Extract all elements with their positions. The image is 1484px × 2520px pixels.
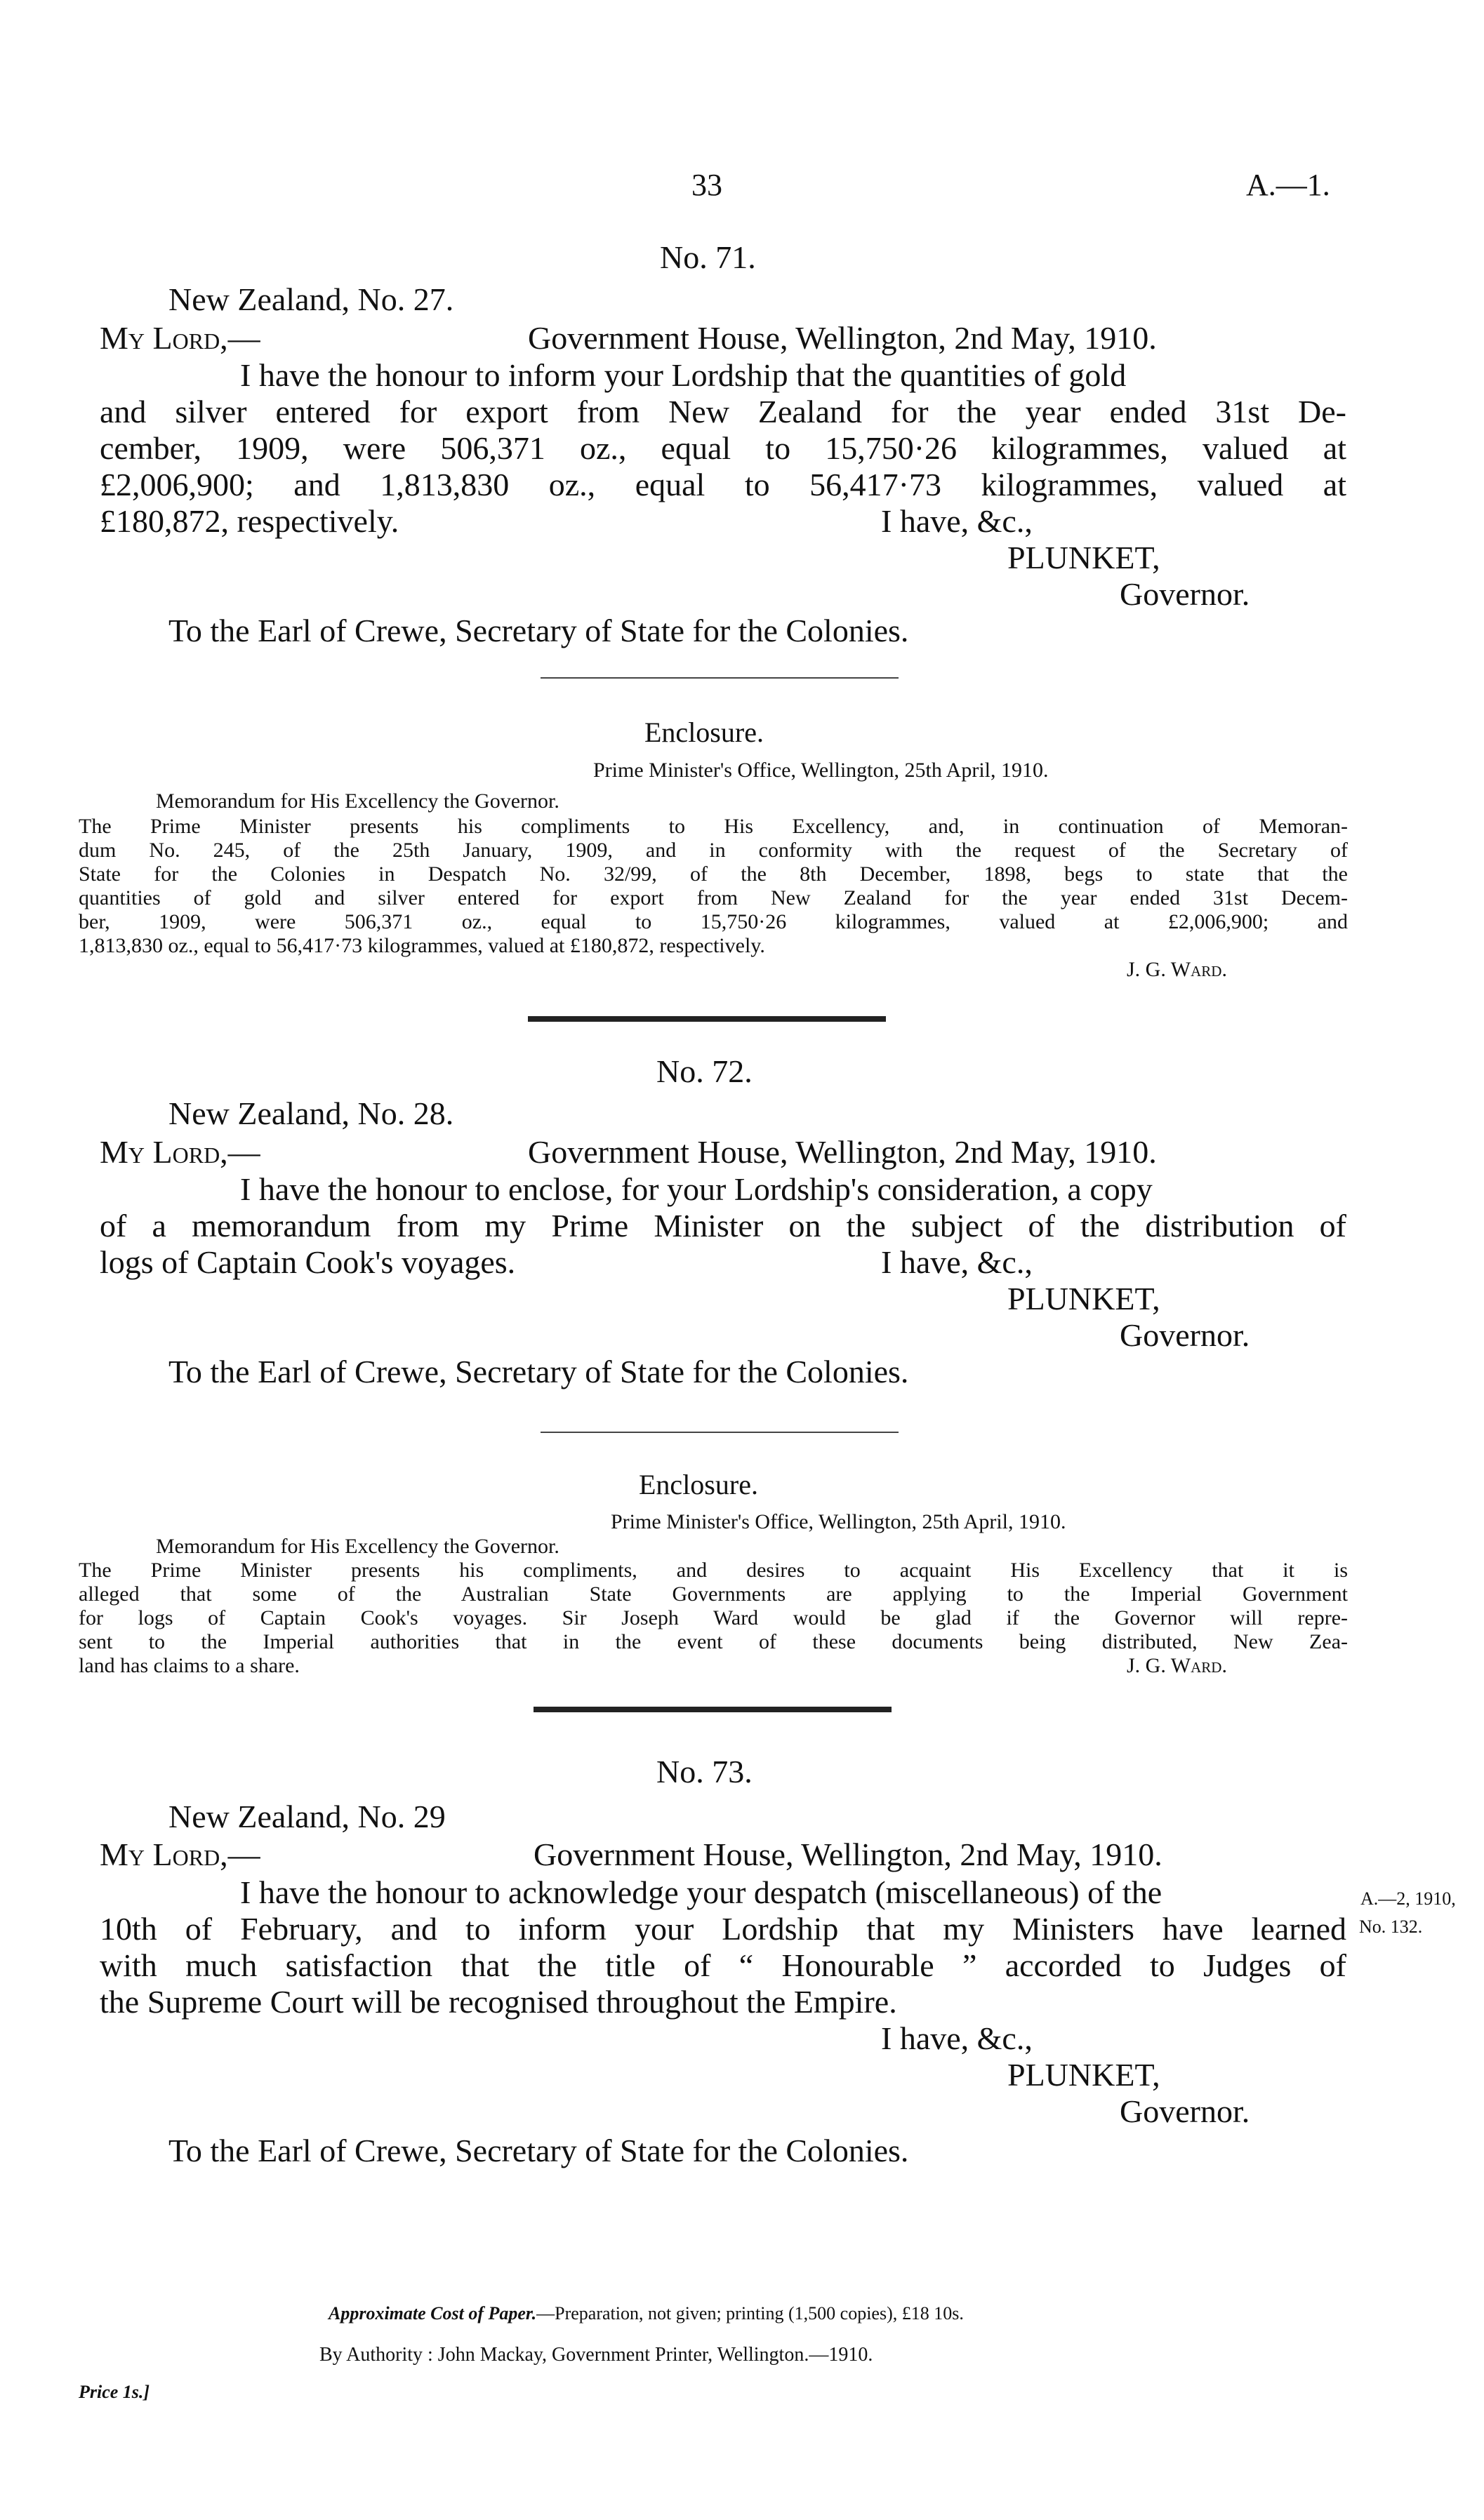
memo-line: The Prime Minister presents his compliments to His Excellency, and, in continuation of Memoran-: [79, 815, 1348, 838]
body-line: I have the honour to enclose, for your Lordship's consideration, a copy: [240, 1171, 1153, 1207]
enclosure-office-date: Prime Minister's Office, Wellington, 25th April, 1910.: [593, 759, 1049, 782]
memo-signer: J. G. Ward.: [1127, 1654, 1227, 1677]
addressee: To the Earl of Crewe, Secretary of State for the Colonies.: [168, 613, 909, 648]
enclosure-heading: Enclosure.: [639, 1469, 758, 1500]
printer-authority: By Authority : John Mackay, Government Printer, Wellington.—1910.: [319, 2344, 873, 2366]
body-line: the Supreme Court will be recognised throughout the Empire.: [100, 1984, 897, 2020]
signature: PLUNKET,: [1007, 2057, 1160, 2093]
divider: [541, 677, 899, 679]
memo-signer: J. G. Ward.: [1127, 958, 1227, 981]
memo-line: ber, 1909, were 506,371 oz., equal to 15,750·26 kilogrammes, valued at £2,006,900; and: [79, 910, 1348, 933]
closing: I have, &c.,: [881, 503, 1033, 539]
salutation: My Lord,—: [100, 1134, 260, 1170]
salutation: My Lord,—: [100, 320, 260, 356]
place-date: Government House, Wellington, 2nd May, 1910.: [534, 1836, 1162, 1872]
addressee: To the Earl of Crewe, Secretary of State for the Colonies.: [168, 2133, 909, 2168]
memo-line: dum No. 245, of the 25th January, 1909, and in conformity with the request of the Secretary of: [79, 839, 1348, 862]
body-line: with much satisfaction that the title of “ Honourable ” accorded to Judges of: [100, 1947, 1346, 1983]
signature: PLUNKET,: [1007, 540, 1160, 575]
signature: PLUNKET,: [1007, 1281, 1160, 1316]
memo-line: State for the Colonies in Despatch No. 32/99, of the 8th December, 1898, begs to state that the: [79, 862, 1348, 886]
despatch-number: No. 72.: [656, 1053, 753, 1089]
body-line: I have the honour to acknowledge your despatch (miscellaneous) of the: [240, 1874, 1162, 1910]
section-divider: [528, 1016, 886, 1022]
despatch-number: No. 71.: [660, 239, 756, 275]
body-line: £180,872, respectively.: [100, 503, 399, 539]
memo-line: for logs of Captain Cook's voyages. Sir Joseph Ward would be glad if the Governor will repre-: [79, 1606, 1348, 1629]
page-number: 33: [691, 168, 722, 202]
body-line: logs of Captain Cook's voyages.: [100, 1244, 516, 1280]
memo-line: alleged that some of the Australian State Governments are applying to the Imperial Government: [79, 1582, 1348, 1606]
price: Price 1s.]: [79, 2382, 150, 2402]
signature-title: Governor.: [1120, 576, 1250, 612]
divider: [541, 1432, 899, 1433]
signature-title: Governor.: [1120, 2093, 1250, 2129]
body-line: £2,006,900; and 1,813,830 oz., equal to 56,417·73 kilogrammes, valued at: [100, 467, 1346, 502]
memo-line: The Prime Minister presents his compliments, and desires to acquaint His Excellency that it is: [79, 1559, 1348, 1582]
cost-label: Approximate Cost of Paper.: [329, 2303, 537, 2324]
despatch-number: No. 73.: [656, 1754, 753, 1789]
signature-title: Governor.: [1120, 1317, 1250, 1353]
place-date: Government House, Wellington, 2nd May, 1910.: [528, 1134, 1157, 1170]
closing: I have, &c.,: [881, 1244, 1033, 1280]
despatch-ref: New Zealand, No. 27.: [168, 281, 454, 317]
document-ref: A.—1.: [1246, 168, 1330, 202]
enclosure-office-date: Prime Minister's Office, Wellington, 25th April, 1910.: [611, 1510, 1066, 1533]
section-divider: [534, 1707, 892, 1712]
closing: I have, &c.,: [881, 2020, 1033, 2056]
enclosure-heading: Enclosure.: [644, 716, 764, 748]
body-line: cember, 1909, were 506,371 oz., equal to 15,750·26 kilogrammes, valued at: [100, 430, 1346, 466]
body-line: and silver entered for export from New Zealand for the year ended 31st De-: [100, 394, 1346, 429]
despatch-ref: New Zealand, No. 28.: [168, 1095, 454, 1131]
cost-of-paper: [329, 2303, 964, 2324]
margin-note-reference: A.—2, 1910,: [1360, 1888, 1456, 1909]
margin-note-number: No. 132.: [1359, 1916, 1423, 1937]
memo-title: Memorandum for His Excellency the Governor.: [156, 789, 559, 813]
salutation: My Lord,—: [100, 1836, 260, 1872]
place-date: Government House, Wellington, 2nd May, 1910.: [528, 320, 1157, 356]
cost-text: —Preparation, not given; printing (1,500 copies), £18 10s.: [536, 2303, 964, 2324]
memo-line: 1,813,830 oz., equal to 56,417·73 kilogrammes, valued at £180,872, respectively.: [79, 934, 765, 957]
memo-line: quantities of gold and silver entered for export from New Zealand for the year ended 31st Decem-: [79, 886, 1348, 909]
memo-title: Memorandum for His Excellency the Governor.: [156, 1535, 559, 1558]
body-line: of a memorandum from my Prime Minister on the subject of the distribution of: [100, 1208, 1346, 1244]
body-line: I have the honour to inform your Lordship that the quantities of gold: [240, 357, 1127, 393]
despatch-ref: New Zealand, No. 29: [168, 1799, 446, 1834]
memo-line: sent to the Imperial authorities that in the event of these documents being distributed, New Zea-: [79, 1630, 1348, 1653]
body-line: 10th of February, and to inform your Lordship that my Ministers have learned: [100, 1911, 1346, 1947]
memo-line: land has claims to a share.: [79, 1654, 300, 1677]
addressee: To the Earl of Crewe, Secretary of State for the Colonies.: [168, 1354, 909, 1389]
